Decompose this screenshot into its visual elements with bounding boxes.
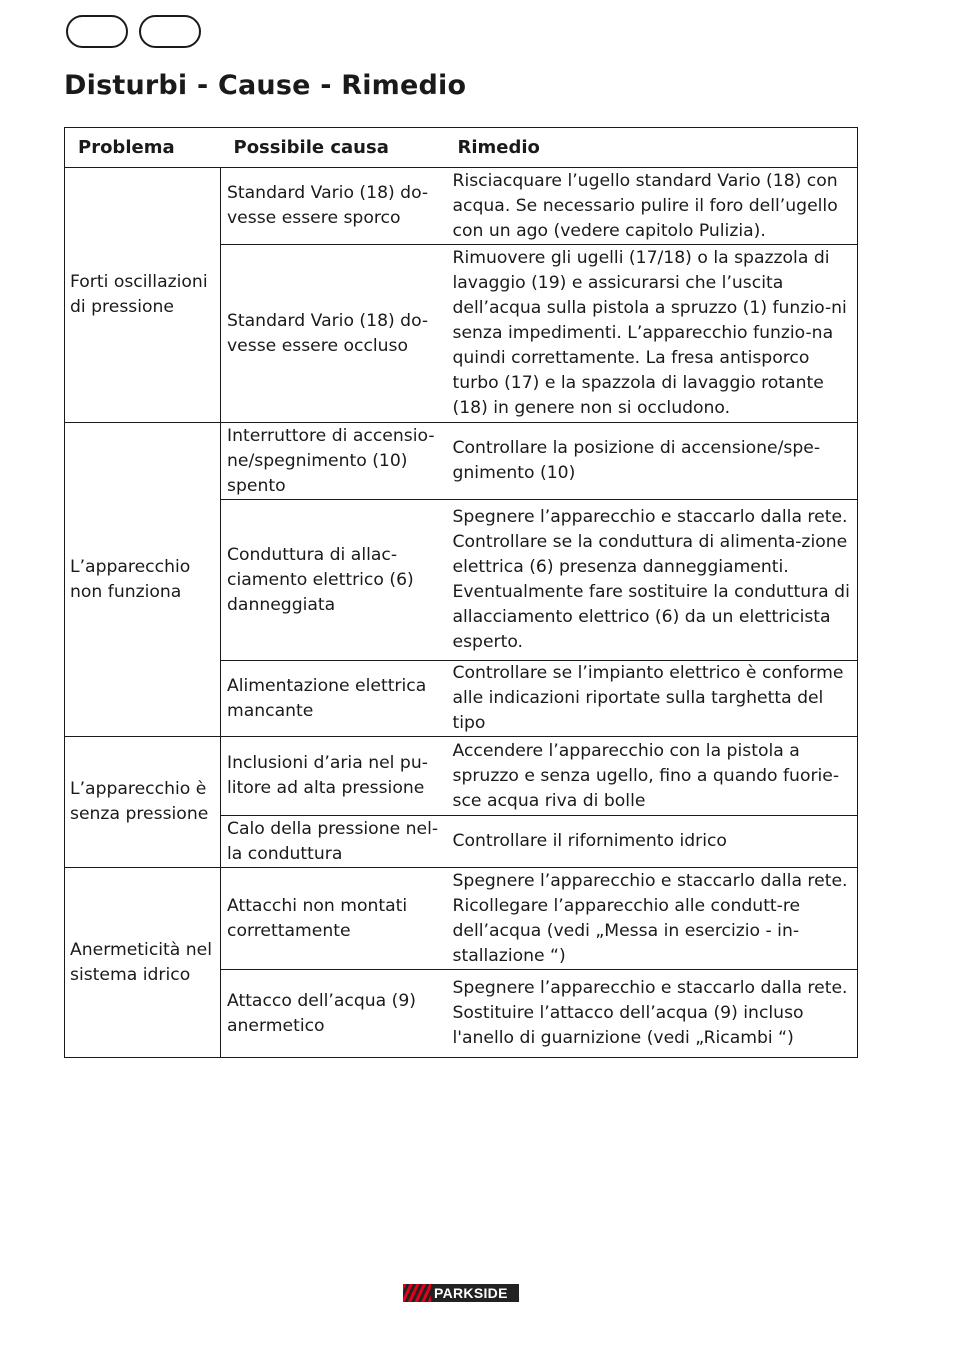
header-problem: Problema — [65, 128, 221, 168]
cause-cell: Alimentazione elettrica mancante — [221, 661, 445, 737]
problem-cell: Forti oscillazioni di pressione — [65, 168, 221, 423]
table-header-row — [65, 128, 858, 168]
remedy-cell: Rimuovere gli ugelli (17/18) o la spazzola di lavaggio (19) e assicurarsi che l’uscita dell’acqua sulla pistola a spruzzo (1) funzio-ni senza impedimenti. L’apparecchio funzio-na quindi correttamente. La fresa antisporco turbo (17) e la spazzola di lavaggio rotante (18) in genere non si occludono. — [445, 245, 858, 423]
remedy-cell: Spegnere l’apparecchio e staccarlo dalla rete. Controllare se la conduttura di alimenta-zione elettrica (6) presenza danneggiamenti. Eventualmente fare sostituire la conduttura di allacciamento elettrico (6) da un elettricista esperto. — [445, 500, 858, 661]
language-badge-left — [66, 15, 128, 48]
cause-cell: Conduttura di allac-ciamento elettrico (6) danneggiata — [221, 500, 445, 661]
problem-cell: Anermeticità nel sistema idrico — [65, 868, 221, 1058]
header-remedy: Rimedio — [445, 128, 858, 168]
language-badge-right — [139, 15, 201, 48]
table-row — [65, 168, 858, 245]
logo-stripes-icon — [403, 1284, 431, 1302]
troubleshooting-table — [64, 127, 858, 1058]
cause-cell: Interruttore di accensio-ne/spegnimento (10) spento — [221, 423, 445, 500]
problem-cell: L’apparecchio non funziona — [65, 423, 221, 737]
cause-cell: Inclusioni d’aria nel pu-litore ad alta pressione — [221, 737, 445, 816]
logo-text: PARKSIDE — [434, 1285, 508, 1301]
cause-cell: Attacco dell’acqua (9) anermetico — [221, 970, 445, 1058]
remedy-cell: Accendere l’apparecchio con la pistola a spruzzo e senza ugello, fino a quando fuorie-sce acqua riva di bolle — [445, 737, 858, 816]
remedy-cell: Controllare il rifornimento idrico — [445, 816, 858, 868]
cause-cell: Standard Vario (18) do-vesse essere occluso — [221, 245, 445, 423]
table-row — [65, 737, 858, 816]
problem-cell: L’apparecchio è senza pressione — [65, 737, 221, 868]
page-title: Disturbi - Cause - Rimedio — [64, 70, 467, 101]
cause-cell: Attacchi non montati correttamente — [221, 868, 445, 970]
cause-cell: Standard Vario (18) do-vesse essere sporco — [221, 168, 445, 245]
header-cause: Possibile causa — [221, 128, 445, 168]
table-row — [65, 868, 858, 970]
remedy-cell: Spegnere l’apparecchio e staccarlo dalla rete. Ricollegare l’apparecchio alle condutt-re dell’acqua (vedi „Messa in esercizio - in-stallazione “) — [445, 868, 858, 970]
table-row — [65, 423, 858, 500]
remedy-cell: Controllare se l’impianto elettrico è conforme alle indicazioni riportate sulla targhetta del tipo — [445, 661, 858, 737]
remedy-cell: Controllare la posizione di accensione/spe-gnimento (10) — [445, 423, 858, 500]
parkside-logo — [403, 1284, 519, 1302]
remedy-cell: Spegnere l’apparecchio e staccarlo dalla rete. Sostituire l’attacco dell’acqua (9) incluso l'anello di guarnizione (vedi „Ricambi “) — [445, 970, 858, 1058]
cause-cell: Calo della pressione nel-la conduttura — [221, 816, 445, 868]
remedy-cell: Risciacquare l’ugello standard Vario (18) con acqua. Se necessario pulire il foro dell’ugello con un ago (vedere capitolo Pulizia). — [445, 168, 858, 245]
